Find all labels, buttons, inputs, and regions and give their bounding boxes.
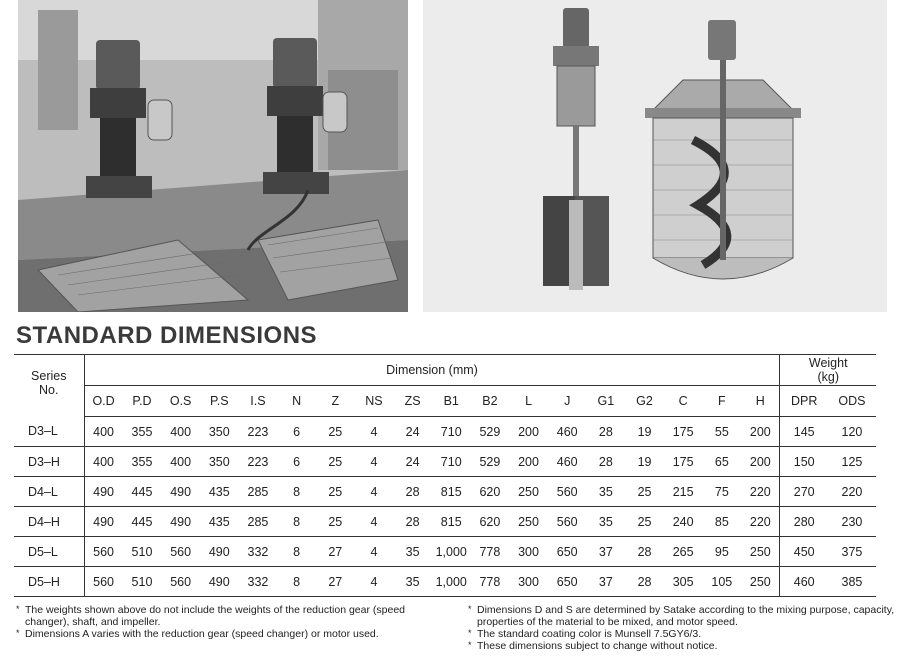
dimension-cell: 200 bbox=[741, 447, 780, 477]
column-header: I.S bbox=[239, 386, 278, 417]
column-header: ODS bbox=[828, 386, 876, 417]
dimension-cell: 650 bbox=[548, 567, 587, 597]
weight-cell: 125 bbox=[828, 447, 876, 477]
dimension-cell: 223 bbox=[239, 447, 278, 477]
dimension-cell: 35 bbox=[587, 507, 626, 537]
dimension-cell: 35 bbox=[393, 537, 432, 567]
dimension-cell: 19 bbox=[625, 447, 664, 477]
weight-cell: 230 bbox=[828, 507, 876, 537]
column-header-row bbox=[14, 386, 876, 417]
dimension-cell: 37 bbox=[587, 567, 626, 597]
dimension-cell: 25 bbox=[625, 507, 664, 537]
dimension-cell: 6 bbox=[277, 447, 316, 477]
dimension-cell: 510 bbox=[123, 537, 162, 567]
dimension-cell: 4 bbox=[355, 537, 394, 567]
weight-cell: 145 bbox=[780, 417, 828, 447]
dimension-cell: 240 bbox=[664, 507, 703, 537]
table-row bbox=[14, 447, 876, 477]
dimension-cell: 560 bbox=[548, 477, 587, 507]
series-cell: D4–L bbox=[14, 477, 84, 507]
weight-cell: 120 bbox=[828, 417, 876, 447]
column-header: C bbox=[664, 386, 703, 417]
column-header: O.D bbox=[84, 386, 123, 417]
footnotes-left bbox=[16, 604, 446, 640]
dimension-cell: 300 bbox=[509, 567, 548, 597]
dimension-cell: 620 bbox=[471, 507, 510, 537]
dimension-cell: 220 bbox=[741, 507, 780, 537]
dimension-cell: 510 bbox=[123, 567, 162, 597]
footnote bbox=[468, 604, 896, 628]
column-header: P.D bbox=[123, 386, 162, 417]
dimension-cell: 250 bbox=[741, 537, 780, 567]
series-cell: D3–L bbox=[14, 417, 84, 447]
series-cell: D3–H bbox=[14, 447, 84, 477]
table-row bbox=[14, 537, 876, 567]
footnote-text: The standard coating color is Munsell 7.5GY6/3. bbox=[477, 628, 702, 640]
dimension-cell: 95 bbox=[703, 537, 742, 567]
dimension-cell: 105 bbox=[703, 567, 742, 597]
dimension-cell: 27 bbox=[316, 567, 355, 597]
dimension-cell: 285 bbox=[239, 477, 278, 507]
dimension-cell: 490 bbox=[84, 477, 123, 507]
footnote bbox=[468, 628, 896, 640]
dimension-cell: 305 bbox=[664, 567, 703, 597]
dimension-cell: 490 bbox=[200, 567, 239, 597]
dimension-cell: 778 bbox=[471, 537, 510, 567]
dimension-cell: 4 bbox=[355, 507, 394, 537]
dimension-cell: 25 bbox=[316, 417, 355, 447]
dimension-cell: 37 bbox=[587, 537, 626, 567]
dimension-cell: 1,000 bbox=[432, 567, 471, 597]
dimension-cell: 75 bbox=[703, 477, 742, 507]
dimension-cell: 200 bbox=[509, 447, 548, 477]
dimension-cell: 560 bbox=[548, 507, 587, 537]
dimension-cell: 445 bbox=[123, 507, 162, 537]
footnote bbox=[16, 628, 446, 640]
dimension-cell: 8 bbox=[277, 537, 316, 567]
footnote-text: Dimensions A varies with the reduction gear (speed changer) or motor used. bbox=[25, 628, 379, 640]
dimension-cell: 285 bbox=[239, 507, 278, 537]
dimension-cell: 250 bbox=[509, 507, 548, 537]
dimension-cell: 460 bbox=[548, 417, 587, 447]
dimension-cell: 19 bbox=[625, 417, 664, 447]
footnote bbox=[16, 604, 446, 628]
table-row bbox=[14, 507, 876, 537]
mixer-and-vessel-illustration bbox=[423, 0, 887, 312]
dimension-cell: 223 bbox=[239, 417, 278, 447]
dimension-cell: 4 bbox=[355, 567, 394, 597]
series-cell: D5–L bbox=[14, 537, 84, 567]
dimension-cell: 25 bbox=[316, 477, 355, 507]
weight-header: Weight (kg) bbox=[780, 355, 876, 386]
table-body bbox=[14, 417, 876, 597]
dimension-cell: 400 bbox=[84, 447, 123, 477]
column-header: G2 bbox=[625, 386, 664, 417]
dimension-cell: 250 bbox=[509, 477, 548, 507]
dimension-cell: 4 bbox=[355, 447, 394, 477]
dimension-cell: 8 bbox=[277, 567, 316, 597]
series-cell: D5–H bbox=[14, 567, 84, 597]
dimension-cell: 27 bbox=[316, 537, 355, 567]
dimension-cell: 24 bbox=[393, 417, 432, 447]
footnotes-right bbox=[468, 604, 896, 652]
dimension-cell: 215 bbox=[664, 477, 703, 507]
footnote-marker: * bbox=[468, 604, 472, 614]
table-row bbox=[14, 567, 876, 597]
dimension-cell: 560 bbox=[161, 537, 200, 567]
dimension-cell: 560 bbox=[84, 537, 123, 567]
dimension-cell: 710 bbox=[432, 447, 471, 477]
dimension-cell: 85 bbox=[703, 507, 742, 537]
dimension-cell: 250 bbox=[741, 567, 780, 597]
dimension-cell: 28 bbox=[625, 567, 664, 597]
dimension-cell: 28 bbox=[393, 507, 432, 537]
weight-cell: 460 bbox=[780, 567, 828, 597]
dimension-cell: 175 bbox=[664, 447, 703, 477]
dimension-cell: 620 bbox=[471, 477, 510, 507]
footnote-marker: * bbox=[16, 604, 20, 614]
dimension-cell: 55 bbox=[703, 417, 742, 447]
dimension-cell: 25 bbox=[625, 477, 664, 507]
dimension-cell: 445 bbox=[123, 477, 162, 507]
dimension-cell: 490 bbox=[84, 507, 123, 537]
dimension-cell: 175 bbox=[664, 417, 703, 447]
table-row bbox=[14, 477, 876, 507]
weight-cell: 385 bbox=[828, 567, 876, 597]
dimension-cell: 778 bbox=[471, 567, 510, 597]
column-header: DPR bbox=[780, 386, 828, 417]
dimension-cell: 332 bbox=[239, 537, 278, 567]
dimension-cell: 35 bbox=[393, 567, 432, 597]
column-header: NS bbox=[355, 386, 394, 417]
dimension-cell: 560 bbox=[84, 567, 123, 597]
dimension-cell: 28 bbox=[625, 537, 664, 567]
column-header: F bbox=[703, 386, 742, 417]
column-header: P.S bbox=[200, 386, 239, 417]
column-header: L bbox=[509, 386, 548, 417]
dimension-cell: 4 bbox=[355, 477, 394, 507]
dimension-cell: 710 bbox=[432, 417, 471, 447]
footnote-text: These dimensions subject to change without notice. bbox=[477, 640, 718, 652]
dimension-cell: 28 bbox=[393, 477, 432, 507]
dimension-cell: 490 bbox=[161, 507, 200, 537]
weight-cell: 450 bbox=[780, 537, 828, 567]
dimension-cell: 350 bbox=[200, 447, 239, 477]
dimension-cell: 350 bbox=[200, 417, 239, 447]
dimension-cell: 529 bbox=[471, 447, 510, 477]
column-header: Z bbox=[316, 386, 355, 417]
dimension-cell: 6 bbox=[277, 417, 316, 447]
footnote-marker: * bbox=[468, 640, 472, 650]
table-row bbox=[14, 417, 876, 447]
footnote-text: The weights shown above do not include the weights of the reduction gear (speed changer), shaft, and impeller. bbox=[25, 604, 405, 628]
dimension-cell: 8 bbox=[277, 507, 316, 537]
dimension-cell: 400 bbox=[161, 447, 200, 477]
dimension-cell: 220 bbox=[741, 477, 780, 507]
dimension-cell: 24 bbox=[393, 447, 432, 477]
column-header: B2 bbox=[471, 386, 510, 417]
dimension-cell: 265 bbox=[664, 537, 703, 567]
footnote-marker: * bbox=[16, 628, 20, 638]
dimension-cell: 400 bbox=[161, 417, 200, 447]
mixer-installation-photo bbox=[18, 0, 408, 312]
standard-dimensions-table bbox=[14, 354, 876, 597]
column-header: G1 bbox=[587, 386, 626, 417]
dimension-cell: 400 bbox=[84, 417, 123, 447]
dimension-cell: 25 bbox=[316, 507, 355, 537]
dimension-cell: 490 bbox=[161, 477, 200, 507]
weight-cell: 270 bbox=[780, 477, 828, 507]
footnote-text: Dimensions D and S are determined by Satake according to the mixing purpose, capacity, properties of the material to be mixed, and motor speed. bbox=[477, 604, 895, 628]
dimension-cell: 4 bbox=[355, 417, 394, 447]
dimension-cell: 529 bbox=[471, 417, 510, 447]
column-header: B1 bbox=[432, 386, 471, 417]
dimension-cell: 300 bbox=[509, 537, 548, 567]
dimension-cell: 1,000 bbox=[432, 537, 471, 567]
page-title: STANDARD DIMENSIONS bbox=[16, 322, 318, 349]
dimension-cell: 35 bbox=[587, 477, 626, 507]
dimension-cell: 815 bbox=[432, 477, 471, 507]
weight-cell: 220 bbox=[828, 477, 876, 507]
dimension-cell: 650 bbox=[548, 537, 587, 567]
dimension-cell: 560 bbox=[161, 567, 200, 597]
dimension-cell: 200 bbox=[509, 417, 548, 447]
dimension-cell: 25 bbox=[316, 447, 355, 477]
dimension-cell: 332 bbox=[239, 567, 278, 597]
dimension-cell: 65 bbox=[703, 447, 742, 477]
weight-cell: 150 bbox=[780, 447, 828, 477]
dimension-cell: 815 bbox=[432, 507, 471, 537]
weight-cell: 280 bbox=[780, 507, 828, 537]
column-header: ZS bbox=[393, 386, 432, 417]
column-header: J bbox=[548, 386, 587, 417]
column-header: H bbox=[741, 386, 780, 417]
footnote bbox=[468, 640, 896, 652]
dimension-cell: 28 bbox=[587, 447, 626, 477]
dimension-cell: 490 bbox=[200, 537, 239, 567]
dimension-cell: 355 bbox=[123, 417, 162, 447]
weight-cell: 375 bbox=[828, 537, 876, 567]
dimension-cell: 200 bbox=[741, 417, 780, 447]
column-header: N bbox=[277, 386, 316, 417]
dimension-cell: 8 bbox=[277, 477, 316, 507]
dimension-cell: 435 bbox=[200, 477, 239, 507]
footnote-marker: * bbox=[468, 628, 472, 638]
dimension-cell: 460 bbox=[548, 447, 587, 477]
dimension-cell: 435 bbox=[200, 507, 239, 537]
column-header: O.S bbox=[161, 386, 200, 417]
dimension-cell: 355 bbox=[123, 447, 162, 477]
series-cell: D4–H bbox=[14, 507, 84, 537]
series-header: Series No. bbox=[14, 355, 84, 417]
dimension-header: Dimension (mm) bbox=[84, 355, 780, 386]
dimension-cell: 28 bbox=[587, 417, 626, 447]
